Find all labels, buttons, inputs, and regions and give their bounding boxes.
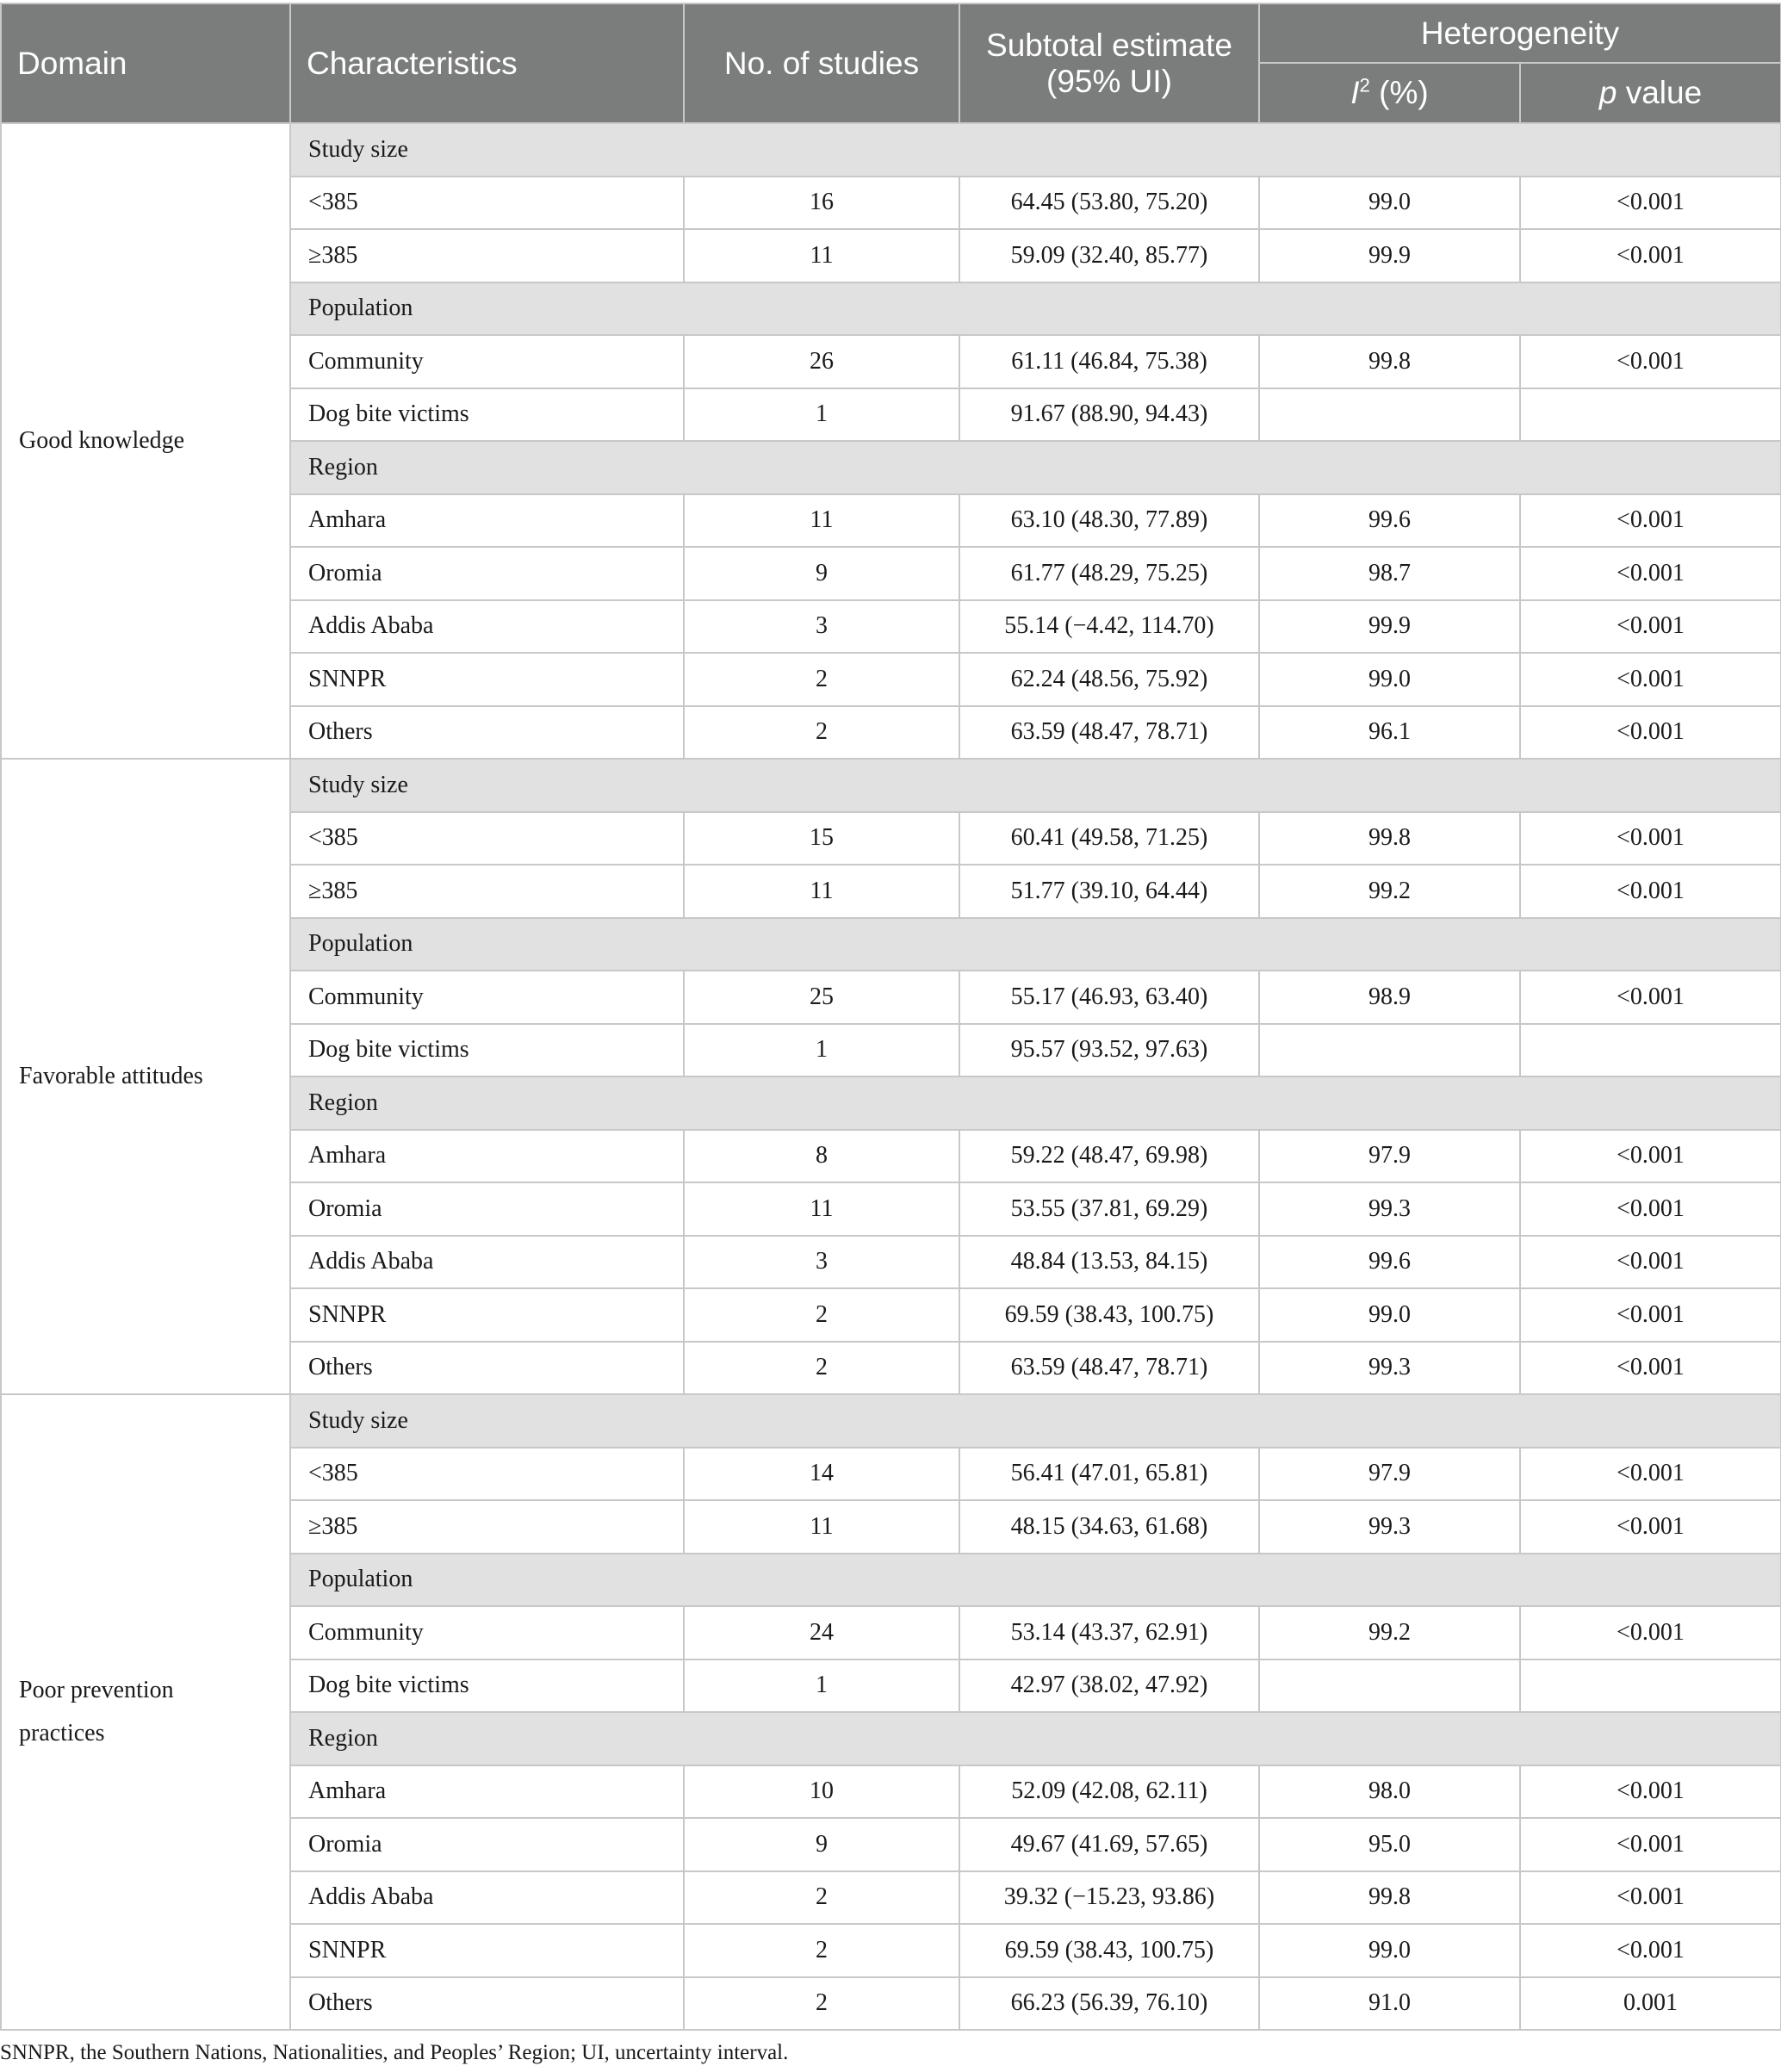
p-value-cell: <0.001: [1520, 1288, 1781, 1342]
estimate-cell: 53.14 (43.37, 62.91): [959, 1606, 1259, 1659]
characteristic-cell: Community: [290, 335, 684, 388]
subgroup-analysis-table: [0, 3, 1781, 2031]
i-squared-cell: 99.0: [1259, 653, 1520, 706]
studies-cell: 9: [684, 547, 959, 600]
characteristic-cell: SNNPR: [290, 1288, 684, 1342]
studies-cell: 24: [684, 1606, 959, 1659]
studies-cell: 1: [684, 1659, 959, 1713]
i-squared-cell: [1259, 388, 1520, 442]
header-subtotal-estimate: Subtotal estimate (95% UI): [959, 3, 1259, 123]
studies-cell: 11: [684, 1182, 959, 1236]
p-value-cell: <0.001: [1520, 1606, 1781, 1659]
characteristic-cell: Others: [290, 1342, 684, 1395]
i-squared-cell: 99.0: [1259, 1924, 1520, 1977]
p-value-cell: <0.001: [1520, 706, 1781, 760]
characteristic-cell: Amhara: [290, 1765, 684, 1819]
p-value-cell: <0.001: [1520, 1765, 1781, 1819]
p-value-cell: [1520, 1024, 1781, 1077]
p-value-cell: <0.001: [1520, 865, 1781, 918]
p-value-cell: <0.001: [1520, 653, 1781, 706]
subgroup-label: Population: [290, 918, 1781, 971]
estimate-cell: 64.45 (53.80, 75.20): [959, 177, 1259, 230]
estimate-cell: 56.41 (47.01, 65.81): [959, 1448, 1259, 1501]
i-squared-cell: 99.2: [1259, 1606, 1520, 1659]
p-value-cell: <0.001: [1520, 1448, 1781, 1501]
i-squared-cell: 96.1: [1259, 706, 1520, 760]
header-domain: Domain: [1, 3, 290, 123]
studies-cell: 14: [684, 1448, 959, 1501]
characteristic-cell: Addis Ababa: [290, 600, 684, 654]
studies-cell: 16: [684, 177, 959, 230]
table-footnote: SNNPR, the Southern Nations, Nationalities, and Peoples’ Region; UI, uncertainty interval.: [0, 2041, 789, 2064]
domain-cell: Favorable attitudes: [1, 759, 290, 1394]
characteristic-cell: Amhara: [290, 494, 684, 548]
estimate-cell: 59.09 (32.40, 85.77): [959, 229, 1259, 282]
studies-cell: 2: [684, 1288, 959, 1342]
i-squared-cell: 99.8: [1259, 812, 1520, 865]
header-i-squared: [1259, 63, 1520, 123]
characteristic-cell: Addis Ababa: [290, 1871, 684, 1925]
p-letter: p: [1598, 75, 1617, 111]
estimate-cell: 62.24 (48.56, 75.92): [959, 653, 1259, 706]
studies-cell: 1: [684, 1024, 959, 1077]
characteristic-cell: Others: [290, 706, 684, 760]
i-squared-cell: 98.0: [1259, 1765, 1520, 1819]
p-value-cell: <0.001: [1520, 229, 1781, 282]
subgroup-label: Study size: [290, 1394, 1781, 1448]
studies-cell: 26: [684, 335, 959, 388]
i-superscript: 2: [1359, 74, 1370, 96]
characteristic-cell: Dog bite victims: [290, 388, 684, 442]
characteristic-cell: ≥385: [290, 865, 684, 918]
characteristic-cell: Community: [290, 971, 684, 1024]
p-value-cell: <0.001: [1520, 494, 1781, 548]
estimate-cell: 61.11 (46.84, 75.38): [959, 335, 1259, 388]
estimate-cell: 63.10 (48.30, 77.89): [959, 494, 1259, 548]
i-squared-cell: 99.8: [1259, 335, 1520, 388]
characteristic-cell: <385: [290, 177, 684, 230]
studies-cell: 11: [684, 1500, 959, 1554]
estimate-cell: 63.59 (48.47, 78.71): [959, 706, 1259, 760]
studies-cell: 2: [684, 1342, 959, 1395]
estimate-cell: 42.97 (38.02, 47.92): [959, 1659, 1259, 1713]
estimate-cell: 91.67 (88.90, 94.43): [959, 388, 1259, 442]
domain-cell: Poor prevention practices: [1, 1394, 290, 2030]
i-squared-cell: 99.6: [1259, 494, 1520, 548]
p-value-cell: <0.001: [1520, 1182, 1781, 1236]
p-value-cell: <0.001: [1520, 335, 1781, 388]
p-rest: value: [1625, 75, 1703, 111]
i-squared-cell: 98.9: [1259, 971, 1520, 1024]
i-unit: (%): [1379, 75, 1429, 111]
p-value-cell: <0.001: [1520, 812, 1781, 865]
subgroup-label: Study size: [290, 123, 1781, 177]
i-letter: I: [1350, 75, 1360, 111]
subgroup-header-row: [1, 123, 1781, 177]
subgroup-label: Study size: [290, 759, 1781, 812]
studies-cell: 2: [684, 653, 959, 706]
characteristic-cell: SNNPR: [290, 1924, 684, 1977]
p-value-cell: <0.001: [1520, 1818, 1781, 1871]
estimate-cell: 51.77 (39.10, 64.44): [959, 865, 1259, 918]
header-heterogeneity: Heterogeneity: [1259, 3, 1781, 63]
i-squared-cell: 95.0: [1259, 1818, 1520, 1871]
i-squared-cell: 91.0: [1259, 1977, 1520, 2031]
header-characteristics: Characteristics: [290, 3, 684, 123]
p-value-cell: <0.001: [1520, 1871, 1781, 1925]
p-value-cell: <0.001: [1520, 600, 1781, 654]
estimate-cell: 61.77 (48.29, 75.25): [959, 547, 1259, 600]
i-squared-cell: [1259, 1659, 1520, 1713]
estimate-cell: 48.15 (34.63, 61.68): [959, 1500, 1259, 1554]
estimate-cell: 52.09 (42.08, 62.11): [959, 1765, 1259, 1819]
characteristic-cell: SNNPR: [290, 653, 684, 706]
estimate-cell: 59.22 (48.47, 69.98): [959, 1130, 1259, 1183]
p-value-cell: [1520, 388, 1781, 442]
studies-cell: 25: [684, 971, 959, 1024]
estimate-cell: 69.59 (38.43, 100.75): [959, 1924, 1259, 1977]
p-value-cell: <0.001: [1520, 1924, 1781, 1977]
subgroup-label: Population: [290, 1554, 1781, 1607]
i-squared-cell: [1259, 1024, 1520, 1077]
estimate-cell: 95.57 (93.52, 97.63): [959, 1024, 1259, 1077]
i-squared-cell: 99.9: [1259, 229, 1520, 282]
characteristic-cell: ≥385: [290, 229, 684, 282]
characteristic-cell: Dog bite victims: [290, 1024, 684, 1077]
characteristic-cell: <385: [290, 1448, 684, 1501]
studies-cell: 8: [684, 1130, 959, 1183]
subgroup-header-row: [1, 1394, 1781, 1448]
studies-cell: 9: [684, 1818, 959, 1871]
i-squared-cell: 99.0: [1259, 177, 1520, 230]
table-container: [0, 3, 1781, 2031]
characteristic-cell: Oromia: [290, 547, 684, 600]
characteristic-cell: <385: [290, 812, 684, 865]
i-squared-cell: 99.8: [1259, 1871, 1520, 1925]
i-squared-cell: 99.6: [1259, 1236, 1520, 1289]
subgroup-label: Population: [290, 282, 1781, 336]
estimate-cell: 49.67 (41.69, 57.65): [959, 1818, 1259, 1871]
estimate-cell: 55.17 (46.93, 63.40): [959, 971, 1259, 1024]
subgroup-header-row: [1, 759, 1781, 812]
i-squared-cell: 99.3: [1259, 1342, 1520, 1395]
studies-cell: 2: [684, 1924, 959, 1977]
characteristic-cell: Addis Ababa: [290, 1236, 684, 1289]
studies-cell: 11: [684, 494, 959, 548]
studies-cell: 2: [684, 1977, 959, 2031]
i-squared-cell: 99.2: [1259, 865, 1520, 918]
i-squared-cell: 97.9: [1259, 1130, 1520, 1183]
characteristic-cell: Dog bite victims: [290, 1659, 684, 1713]
characteristic-cell: Community: [290, 1606, 684, 1659]
p-value-cell: <0.001: [1520, 547, 1781, 600]
characteristic-cell: Oromia: [290, 1182, 684, 1236]
estimate-cell: 69.59 (38.43, 100.75): [959, 1288, 1259, 1342]
p-value-cell: <0.001: [1520, 1236, 1781, 1289]
p-value-cell: <0.001: [1520, 1130, 1781, 1183]
characteristic-cell: Oromia: [290, 1818, 684, 1871]
estimate-cell: 66.23 (56.39, 76.10): [959, 1977, 1259, 2031]
i-squared-cell: 99.3: [1259, 1182, 1520, 1236]
subgroup-label: Region: [290, 1712, 1781, 1765]
i-squared-cell: 99.0: [1259, 1288, 1520, 1342]
studies-cell: 2: [684, 1871, 959, 1925]
subgroup-label: Region: [290, 441, 1781, 494]
i-squared-cell: 97.9: [1259, 1448, 1520, 1501]
estimate-cell: 53.55 (37.81, 69.29): [959, 1182, 1259, 1236]
characteristic-cell: Others: [290, 1977, 684, 2031]
i-squared-cell: 99.9: [1259, 600, 1520, 654]
p-value-cell: <0.001: [1520, 1342, 1781, 1395]
estimate-cell: 63.59 (48.47, 78.71): [959, 1342, 1259, 1395]
estimate-cell: 60.41 (49.58, 71.25): [959, 812, 1259, 865]
estimate-cell: 48.84 (13.53, 84.15): [959, 1236, 1259, 1289]
studies-cell: 10: [684, 1765, 959, 1819]
header-number-of-studies: No. of studies: [684, 3, 959, 123]
estimate-cell: 39.32 (−15.23, 93.86): [959, 1871, 1259, 1925]
domain-cell: Good knowledge: [1, 123, 290, 759]
studies-cell: 15: [684, 812, 959, 865]
p-value-cell: <0.001: [1520, 177, 1781, 230]
estimate-cell: 55.14 (−4.42, 114.70): [959, 600, 1259, 654]
i-squared-cell: 99.3: [1259, 1500, 1520, 1554]
p-value-cell: [1520, 1659, 1781, 1713]
p-value-cell: 0.001: [1520, 1977, 1781, 2031]
studies-cell: 11: [684, 865, 959, 918]
studies-cell: 3: [684, 1236, 959, 1289]
i-squared-cell: 98.7: [1259, 547, 1520, 600]
characteristic-cell: ≥385: [290, 1500, 684, 1554]
studies-cell: 11: [684, 229, 959, 282]
p-value-cell: <0.001: [1520, 1500, 1781, 1554]
subgroup-label: Region: [290, 1076, 1781, 1130]
studies-cell: 2: [684, 706, 959, 760]
studies-cell: 3: [684, 600, 959, 654]
studies-cell: 1: [684, 388, 959, 442]
p-value-cell: <0.001: [1520, 971, 1781, 1024]
characteristic-cell: Amhara: [290, 1130, 684, 1183]
header-p-value: [1520, 63, 1781, 123]
